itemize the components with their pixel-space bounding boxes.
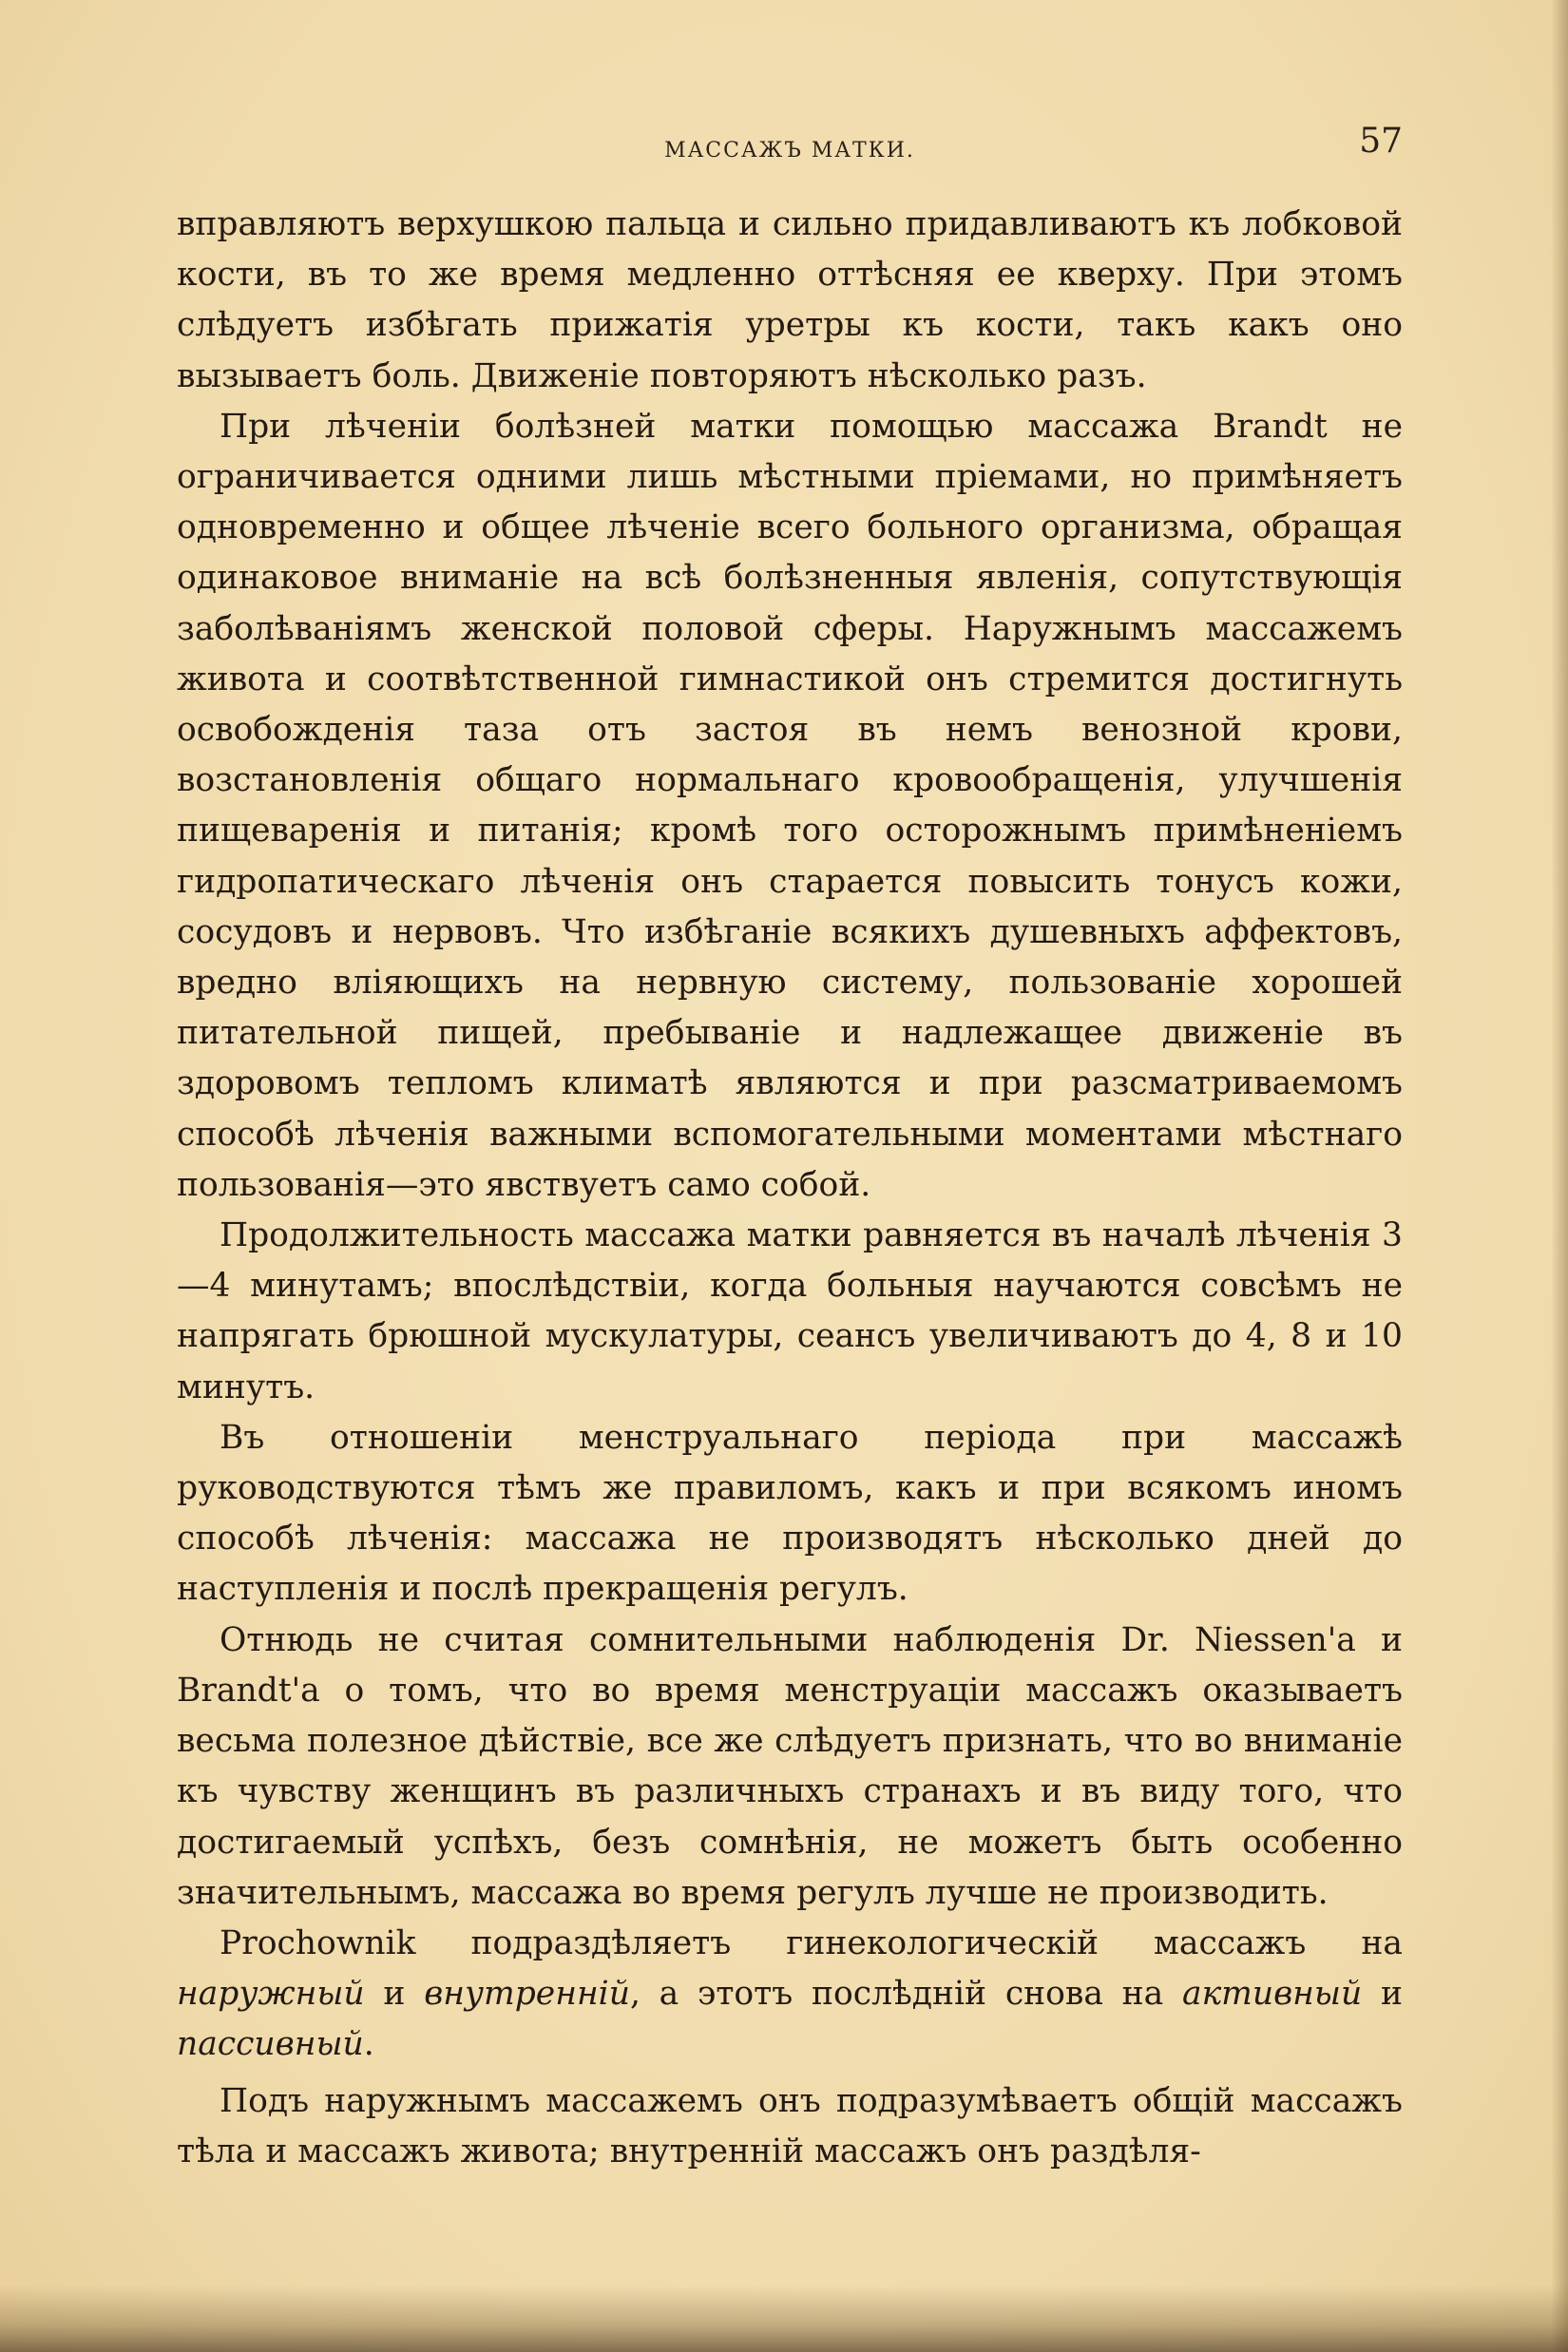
term-internal: внутренній bbox=[424, 1975, 630, 2014]
term-passive: пассивный bbox=[177, 2025, 364, 2064]
term-active: активный bbox=[1182, 1975, 1363, 2014]
page-edge-shadow-right bbox=[1551, 0, 1568, 2352]
paragraph-7: Подъ наружнымъ массажемъ онъ подразумѣваетъ общій массажъ тѣла и массажъ живота; внутренній массажъ онъ раздѣля- bbox=[177, 2081, 1403, 2170]
paragraph-1: вправляютъ верхушкою пальца и сильно придавливаютъ къ лобковой кости, въ то же время медленно оттѣсняя ее кверху. При этомъ слѣдуетъ избѣгать прижатія уретры къ кости, такъ какъ оно вызываетъ боль. Движеніе повторяютъ нѣсколько разъ. bbox=[177, 205, 1403, 395]
page-body bbox=[177, 200, 1403, 2177]
paragraph-6-text-e: . bbox=[363, 2025, 374, 2064]
paragraph-6-text-c: , а этотъ послѣдній снова на bbox=[629, 1975, 1182, 2014]
page-edge-shadow-bottom bbox=[0, 2285, 1568, 2352]
page-header bbox=[177, 122, 1403, 169]
page-number: 57 bbox=[1359, 122, 1403, 161]
paragraph-4: Въ отношеніи менструальнаго періода при массажѣ руководствуются тѣмъ же правиломъ, какъ и при всякомъ иномъ способѣ лѣченія: массажа не производятъ нѣсколько дней до наступленія и послѣ прекращенія регулъ. bbox=[177, 1418, 1403, 1609]
paragraph-6 bbox=[177, 1919, 1403, 2071]
paragraph-3: Продолжительность массажа матки равняется въ началѣ лѣченія 3—4 минутамъ; впослѣдствіи, когда больныя научаются совсѣмъ не напрягать брюшной мускулатуры, сеансъ увеличиваютъ до 4, 8 и 10 минутъ. bbox=[177, 1216, 1403, 1406]
paragraph-6-text-d: и bbox=[1362, 1975, 1403, 2014]
term-external: наружный bbox=[177, 1975, 365, 2014]
paragraph-5: Отнюдь не считая сомнительными наблюденія Dr. Niessen'a и Brandt'a о томъ, что во время менструаціи массажъ оказываетъ весьма полезное дѣйствіе, все же слѣдуетъ признать, что во вниманіе къ чувству женщинъ въ различныхъ странахъ и въ виду того, что достигаемый успѣхъ, безъ сомнѣнія, не можетъ быть особенно значительнымъ, массажа во время регулъ лучше не производить. bbox=[177, 1620, 1403, 1912]
paragraph-6-text-a: Prochownik подраздѣляетъ гинекологическій массажъ на bbox=[220, 1923, 1403, 1962]
running-head: МАССАЖЪ МАТКИ. bbox=[664, 139, 915, 163]
paragraph-6-text-b: и bbox=[364, 1975, 425, 2014]
paragraph-2: При лѣченіи болѣзней матки помощью массажа Brandt не ограничивается одними лишь мѣстными пріемами, но примѣняетъ одновременно и общее лѣченіе всего больного организма, обращая одинаковое вниманіе на всѣ болѣзненныя явленія, сопутствующія заболѣваніямъ женской половой сферы. Наружнымъ массажемъ живота и соотвѣтственной гимнастикой онъ стремится достигнуть освобожденія таза отъ застоя въ немъ венозной крови, возстановленія общаго нормальнаго кровообращенія, улучшенія пищеваренія и питанія; кромѣ того осторожнымъ примѣненіемъ гидропатическаго лѣченія онъ старается повысить тонусъ кожи, сосудовъ и нервовъ. Что избѣганіе всякихъ душевныхъ аффектовъ, вредно вліяющихъ на нервную систему, пользованіе хорошей питательной пищей, пребываніе и надлежащее движеніе въ здоровомъ тепломъ климатѣ являются и при разсматриваемомъ способѣ лѣченія важными вспомогательными моментами мѣстнаго пользованія—это явствуетъ само собой. bbox=[177, 407, 1403, 1204]
